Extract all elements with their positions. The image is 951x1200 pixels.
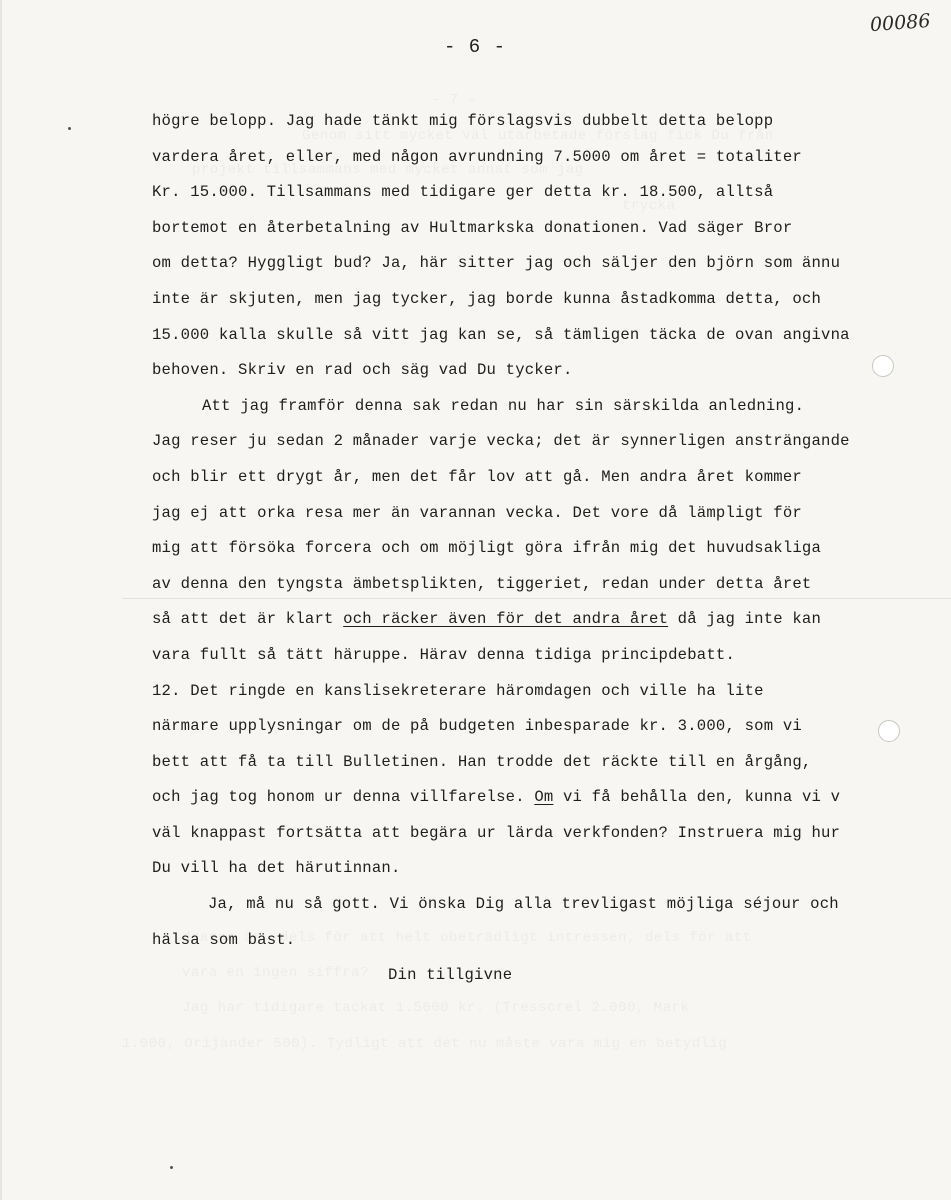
bleed-through-text xyxy=(182,1000,689,1016)
text-line: vardera året, eller, med någon avrundning 7.5000 om året = totaliter xyxy=(152,147,802,166)
text-line-underlined xyxy=(152,780,932,816)
archive-number: 00086 xyxy=(869,9,932,37)
text-segment: och jag tog honom ur denna villfarelse. xyxy=(152,788,535,807)
closing-line: hälsa som bäst. xyxy=(152,930,296,949)
text-segment: då jag inte kan xyxy=(668,610,822,629)
margin-mark xyxy=(170,1166,173,1169)
text-line: närmare upplysningar om de på budgeten inbesparade kr. 3.000, som vi xyxy=(152,717,802,736)
paragraph-start-line: Att jag framför denna sak redan nu har sin särskilda anledning. xyxy=(202,396,805,415)
text-line: jag ej att orka resa mer än varannan vecka. Det vore då lämpligt för xyxy=(152,503,802,522)
page-number: - 6 - xyxy=(444,36,507,58)
text-line: behoven. Skriv en rad och säg vad Du tycker. xyxy=(152,361,573,380)
signature-line: Din tillgivne xyxy=(388,966,513,985)
text-line: Kr. 15.000. Tillsammans med tidigare ger detta kr. 18.500, alltså xyxy=(152,183,774,202)
text-line: bett att få ta till Bulletinen. Han trodde det räckte till en årgång, xyxy=(152,752,812,771)
text-line: högre belopp. Jag hade tänkt mig förslagsvis dubbelt detta belopp xyxy=(152,112,774,130)
letter-body xyxy=(152,104,932,994)
underlined-phrase: och räcker även för det andra året xyxy=(343,610,669,629)
text-segment: så att det är klart xyxy=(152,610,344,629)
text-line: Du vill ha det härutinnan. xyxy=(152,859,401,878)
text-line: Jag reser ju sedan 2 månader varje vecka; det är synnerligen ansträngande xyxy=(152,432,850,451)
underlined-word: Om xyxy=(534,788,554,807)
text-line: mig att försöka forcera och om möjligt göra ifrån mig det huvudsakliga xyxy=(152,539,822,558)
text-segment: vi få behålla den, kunna vi v xyxy=(553,788,841,807)
text-line: av denna den tyngsta ämbetsplikten, tiggeriet, redan under detta året xyxy=(152,574,812,593)
text-line-underlined xyxy=(152,602,932,638)
text-line: väl knappast fortsätta att begära ur lärda verkfonden? Instruera mig hur xyxy=(152,823,841,842)
text-line: bortemot en återbetalning av Hultmarkska donationen. Vad säger Bror xyxy=(152,218,793,237)
text-line: om detta? Hyggligt bud? Ja, här sitter jag och säljer den björn som ännu xyxy=(152,254,841,273)
text-line: inte är skjuten, men jag tycker, jag borde kunna åstadkomma detta, och xyxy=(152,289,822,308)
text-line: och blir ett drygt år, men det får lov att gå. Men andra året kommer xyxy=(152,467,802,486)
bleed-through-text xyxy=(122,1036,727,1052)
text-line: vara fullt så tätt häruppe. Härav denna tidiga principdebatt. xyxy=(152,645,736,664)
numbered-point-line: 12. Det ringde en kanslisekreterare häromdagen och ville ha lite xyxy=(152,681,764,700)
margin-mark xyxy=(68,127,71,130)
text-line: 15.000 kalla skulle så vitt jag kan se, så tämligen täcka de ovan angivna xyxy=(152,325,850,344)
closing-line: Ja, må nu så gott. Vi önska Dig alla trevligast möjliga séjour och xyxy=(208,895,839,914)
